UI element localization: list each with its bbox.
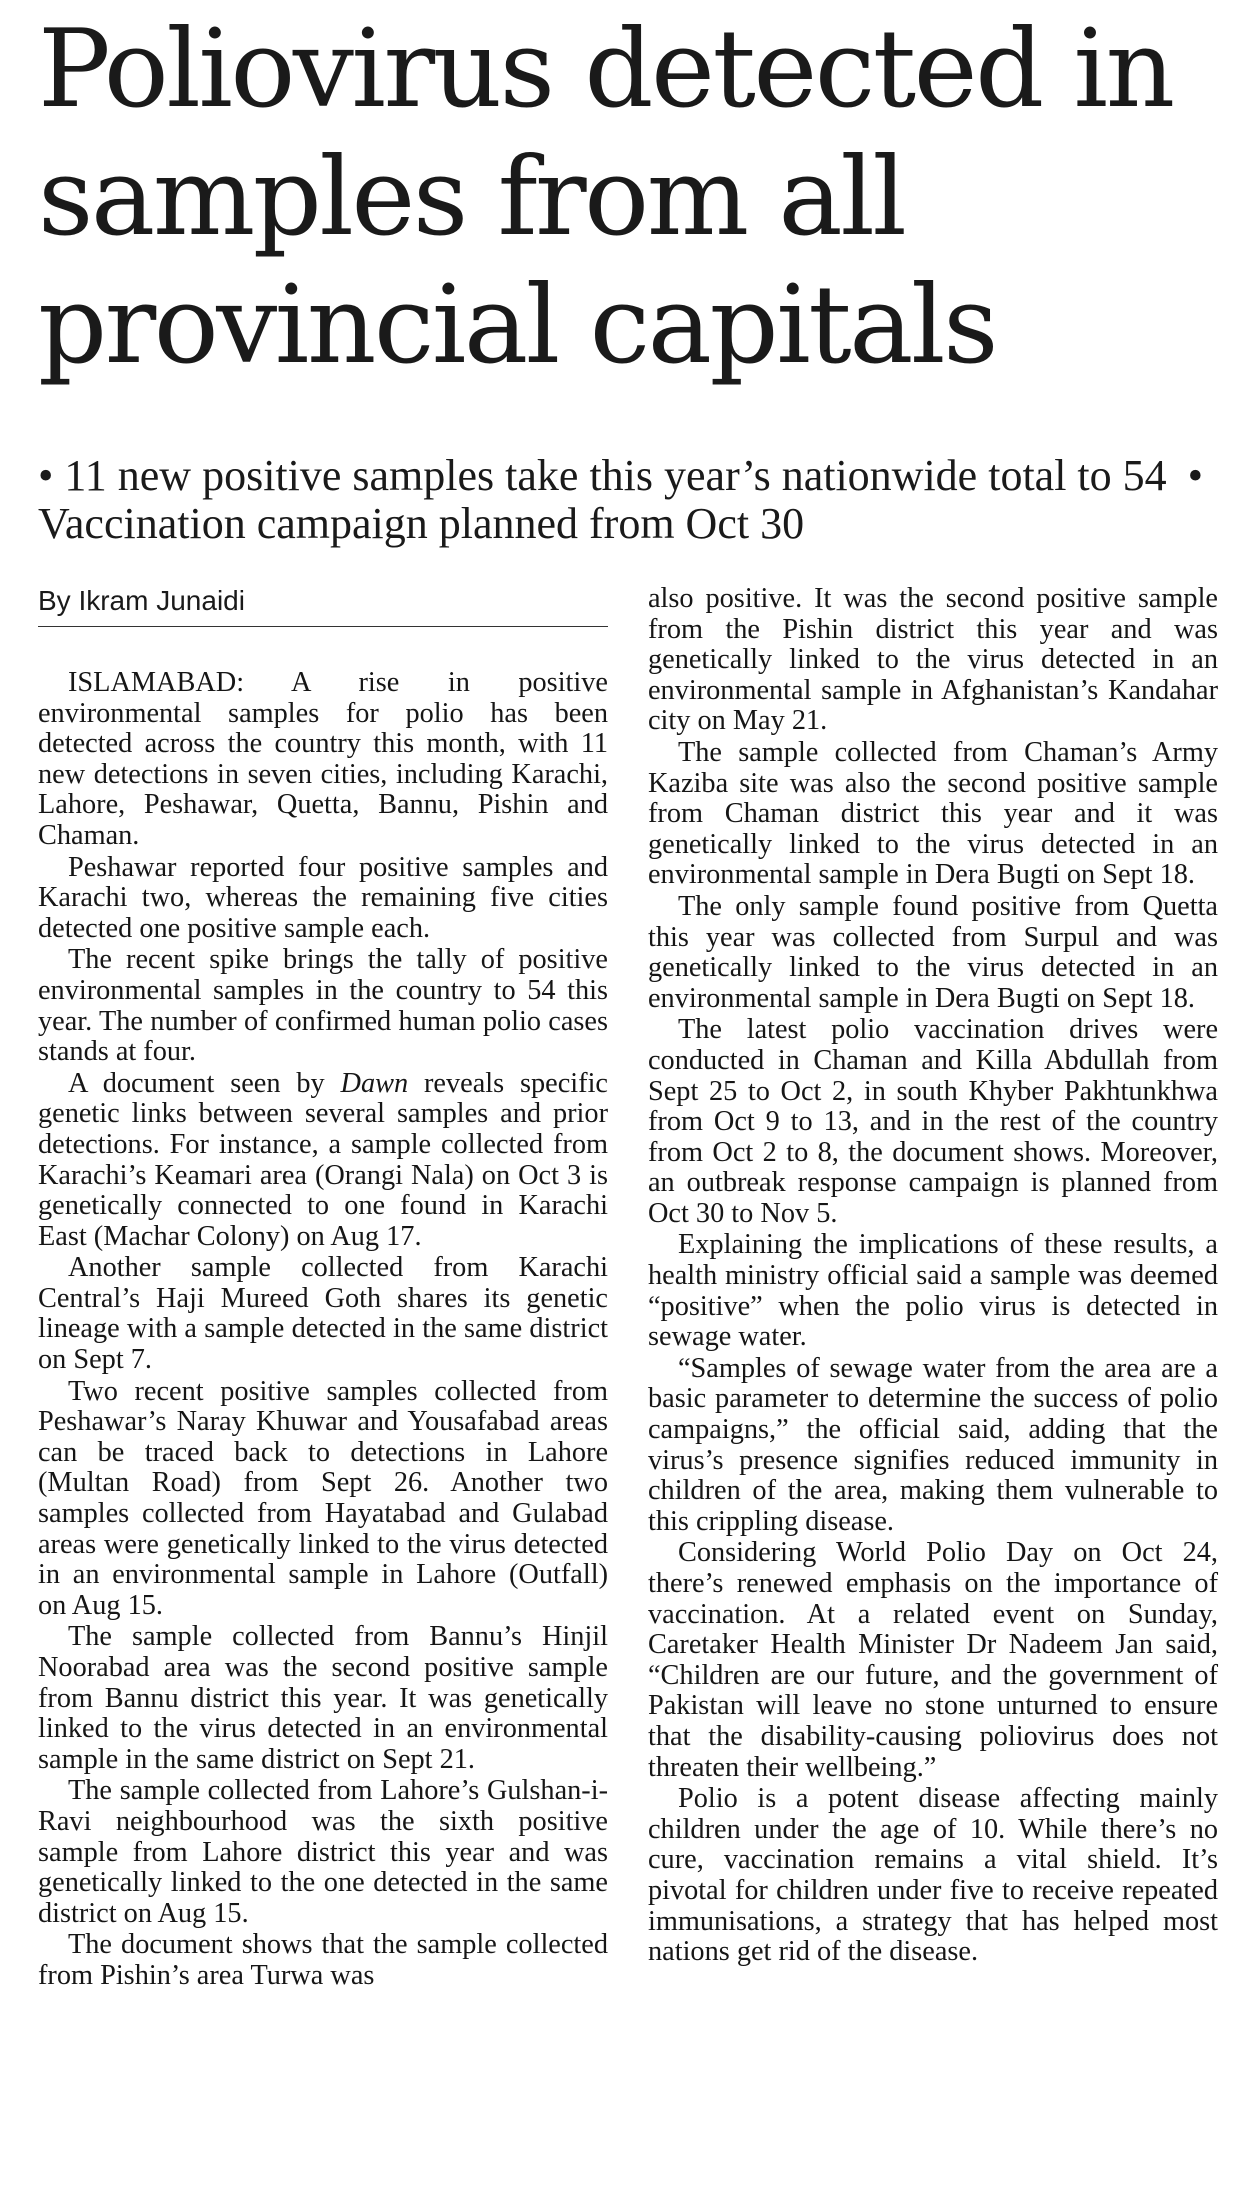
paragraph: Explaining the implications of these results, a health ministry official said a sample was deemed “positive” when the polio virus is detected in sewage water. [648,1229,1218,1353]
paragraph-text: A document seen by [68,1067,341,1099]
paragraph: The latest polio vaccination drives were conducted in Chaman and Killa Abdullah from Sept 25 to Oct 2, in south Khyber Pakhtunkhwa from Oct 9 to 13, and in the rest of the country from Oct 2 to 8, the document shows. Moreover, an outbreak response campaign is planned from Oct 30 to Nov 5. [648,1014,1218,1229]
bullet-2: • [1187,451,1204,500]
paragraph: The sample collected from Chaman’s Army Kaziba site was also the second positive sample from Chaman district this year and it was genetically linked to the virus detected in an environmental sample in Dera Bugti on Sept 18. [648,736,1218,891]
paragraph: The recent spike brings the tally of positive environmental samples in the country to 54 this year. The number of confirmed human polio cases stands at four. [38,944,608,1068]
paragraph: The sample collected from Lahore’s Gulshan-i-Ravi neighbourhood was the sixth positive sample from Lahore district this year and was genetically linked to the one detected in the same district on Aug 15. [38,1775,608,1929]
paragraph: The only sample found positive from Quetta this year was collected from Surpul and was genetically linked to the virus detected in an environmental sample in Dera Bugti on Sept 18. [648,890,1218,1014]
publication-name: Dawn [340,1067,409,1099]
paragraph-continued: also positive. It was the second positive sample from the Pishin district this year and was genetically linked to the virus detected in an environmental sample in Afghanistan’s Kandahar city on May 21. [648,583,1218,737]
article-column-2 [648,584,1218,1969]
paragraph: Another sample collected from Karachi Central’s Haji Mureed Goth shares its genetic lineage with a sample detected in the same district on Sept 7. [38,1252,608,1376]
paragraph [38,1069,608,1253]
paragraph: Polio is a potent disease affecting mainly children under the age of 10. While there’s no cure, vaccination remains a vital shield. It’s pivotal for children under five to receive repeated immunisations, a strategy that has helped most nations get rid of the disease. [648,1783,1218,1968]
paragraph: The document shows that the sample collected from Pishin’s area Turwa was [38,1929,608,1991]
byline: By Ikram Junaidi [38,584,608,627]
headline: Poliovirus detected in samples from all provincial capitals [38,7,1173,388]
bullet-1: • [38,451,54,500]
subhead-point-1: 11 new positive samples take this year’s nationwide total to 54 [64,451,1167,500]
paragraph: Peshawar reported four positive samples and Karachi two, whereas the remaining five cities detected one positive sample each. [38,851,608,944]
paragraph: The sample collected from Bannu’s Hinjil Noorabad area was the second positive sample from Bannu district this year. It was genetically linked to the virus detected in an environmental sample in the same district on Sept 21. [38,1621,608,1775]
subheadline [38,452,1228,548]
paragraph-dateline: ISLAMABAD: A rise in positive environmental samples for polio has been detected across the country this month, with 11 new detections in seven cities, including Karachi, Lahore, Peshawar, Quetta, Bannu, Pishin and Chaman. [38,667,608,851]
subhead-point-2: Vaccination campaign planned from Oct 30 [38,499,805,548]
paragraph: “Samples of sewage water from the area are a basic parameter to determine the success of polio campaigns,” the official said, adding that the virus’s presence signifies reduced immunity in children of the area, making them vulnerable to this crippling disease. [648,1352,1218,1537]
paragraph-text: reveals specific genetic links between several samples and prior detections. For instance, a sample collected from Karachi’s Keamari area (Orangi Nala) on Oct 3 is genetically connected to one found in Karachi East (Machar Colony) on Aug 17. [38,1067,608,1252]
article-column-1 [38,668,608,1993]
paragraph: Considering World Polio Day on Oct 24, there’s renewed emphasis on the importance of vaccination. At a related event on Sunday, Caretaker Health Minister Dr Nadeem Jan said, “Children are our future, and the government of Pakistan will leave no stone unturned to ensure that the disability-causing poliovirus does not threaten their wellbeing.” [648,1537,1218,1783]
paragraph: Two recent positive samples collected from Peshawar’s Naray Khuwar and Yousafabad areas can be traced back to detections in Lahore (Multan Road) from Sept 26. Another two samples collected from Hayatabad and Gulabad areas were genetically linked to the virus detected in an environmental sample in Lahore (Outfall) on Aug 15. [38,1375,608,1621]
